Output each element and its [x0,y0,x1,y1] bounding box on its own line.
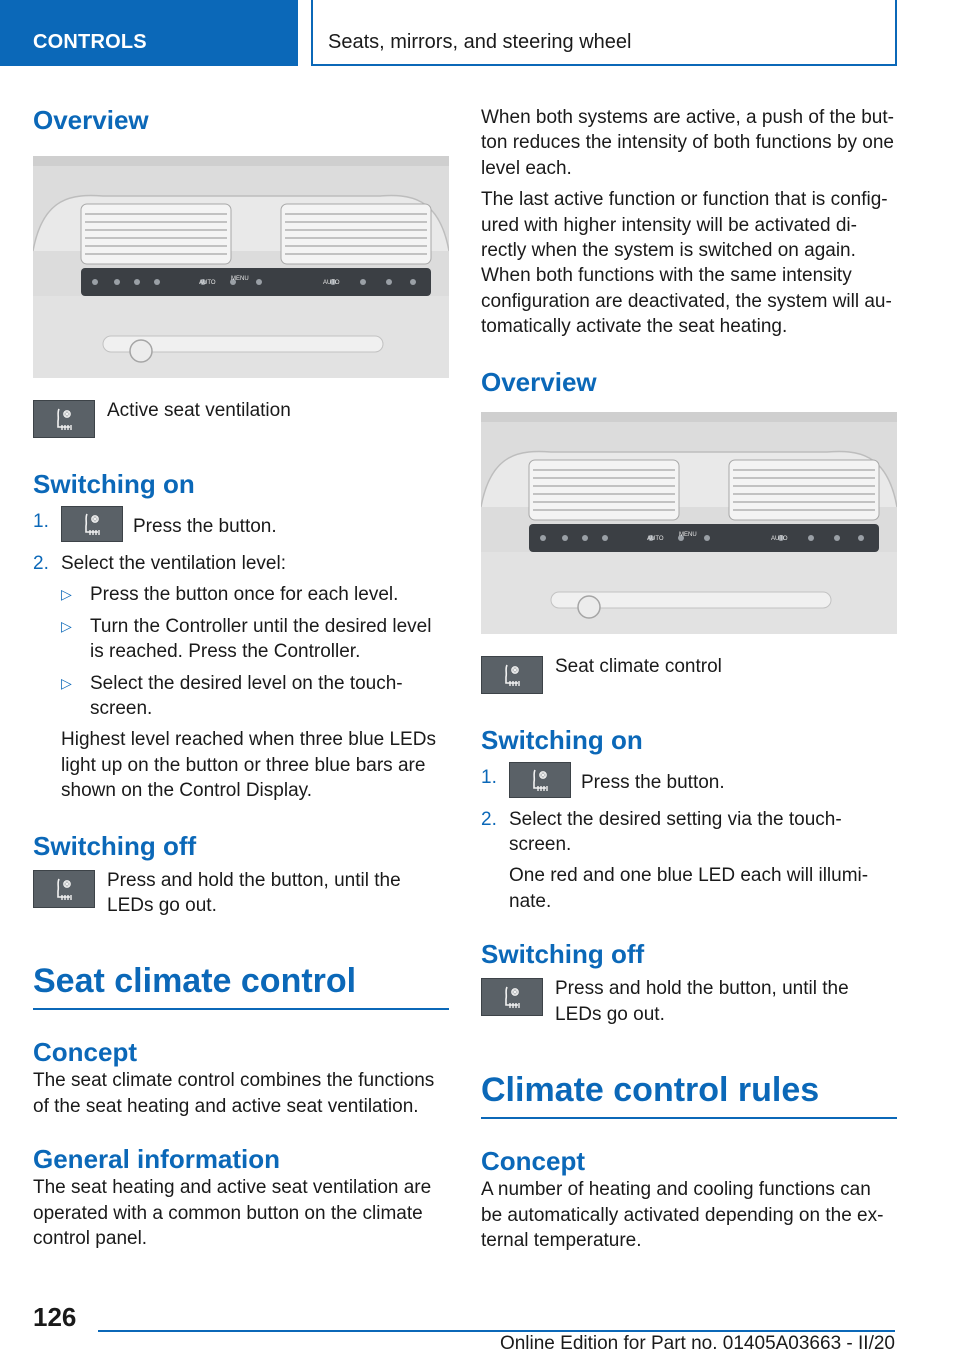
right-column [481,96,897,1253]
switching-off-text: Press and hold the button, until the LEDs go out. [555,978,849,1025]
step-1 [481,765,897,801]
bullet-text: Select the desired level on the touch-screen. [90,672,403,720]
switching-off-heading: Switching off [481,939,645,970]
step-text: Select the desired setting via the touch-screen. [509,808,842,856]
section-label: CONTROLS [33,31,147,53]
bullet-item [61,582,449,607]
seat-climate-icon [509,762,571,798]
seat-climate-icon [481,656,543,694]
concept-text: A number of heating and cooling functions can be automatically activated depending on the ex-ternal temperature. [481,1179,884,1251]
step-2 [33,551,449,576]
step-text: Select the ventilation level: [61,553,286,574]
bullet-marker-icon: ▷ [61,586,72,603]
step-number: 1. [33,511,49,532]
caption-row [481,654,897,694]
panel-label-menu: MENU [231,276,249,282]
climate-panel-photo [481,412,897,634]
step-2 [481,807,897,858]
image-caption: Active seat ventilation [107,400,291,421]
step-note: Highest level reached when three blue LEDs light up on the button or three blue bars are shown on the Control Display. [61,729,436,802]
section-heading: Seat climate control [33,960,449,1010]
concept-text: The seat climate control combines the functions of the seat heating and active seat ventilation. [33,1070,435,1117]
step-number: 2. [33,553,49,574]
seat-climate-icon [481,978,543,1016]
seat-ventilation-icon [33,400,95,438]
edition-note: Online Edition for Part no. 01405A03663 - II/20 [499,1333,895,1354]
switching-off-row [481,976,897,1027]
step-number: 1. [481,766,497,788]
image-caption: Seat climate control [555,655,722,677]
chapter-label: Seats, mirrors, and steering wheel [328,31,632,53]
switching-on-heading: Switching on [481,724,643,755]
step-number: 2. [481,808,497,830]
dashboard-image [33,156,449,378]
seat-ventilation-icon [61,506,123,542]
overview-heading: Overview [481,366,597,397]
switching-off-text: Press and hold the button, until the LEDs go out. [107,869,401,917]
panel-label-auto-2: AUTO [771,535,788,542]
page-header [0,0,960,66]
concept-heading: Concept [33,1037,137,1068]
step-text: Press the button. [133,516,277,538]
panel-label-menu: MENU [679,531,697,538]
paragraph: The last active function or function that is config-ured with higher intensity will be activated di-rectly when the system is switched on again. When both functions with the same intensity configuration are deactivated, the system will au-tomatically activate the seat heating. [481,189,892,338]
bullet-text: Turn the Controller until the desired level is reached. Press the Controller. [90,615,432,663]
vent-panel-photo [33,156,449,378]
switching-off-heading: Switching off [33,830,197,861]
bullet-item [61,614,449,665]
panel-label-auto-2: AUTO [323,280,340,286]
general-info-heading: General information [33,1144,281,1175]
bullet-marker-icon: ▷ [61,617,72,634]
caption-row [33,398,449,438]
seat-ventilation-icon [33,870,95,908]
page-number: 126 [33,1302,77,1332]
overview-heading: Overview [33,105,149,135]
chapter-tab [311,0,897,66]
bullet-item [61,671,449,722]
general-info-text: The seat heating and active seat ventilation are operated with a common button on the climate control panel. [33,1177,432,1250]
concept-heading: Concept [481,1146,585,1177]
bullet-text: Press the button once for each level. [90,584,399,606]
step-text: Press the button. [581,771,725,793]
section-heading: Climate control rules [481,1069,897,1119]
step-1 [33,509,449,545]
dashboard-image [481,412,897,634]
paragraph: When both systems are active, a push of the but-ton reduces the intensity of both functions by one level each. [481,107,894,179]
section-tab [0,0,298,66]
switching-off-row [33,868,449,919]
switching-on-heading: Switching on [33,469,195,499]
panel-label-auto: AUTO [647,535,664,542]
left-column [33,96,449,1252]
panel-label-auto: AUTO [199,280,216,286]
bullet-marker-icon: ▷ [61,674,72,691]
footer-divider [98,1330,895,1332]
step-note: One red and one blue LED each will illumi-nate. [509,865,869,912]
